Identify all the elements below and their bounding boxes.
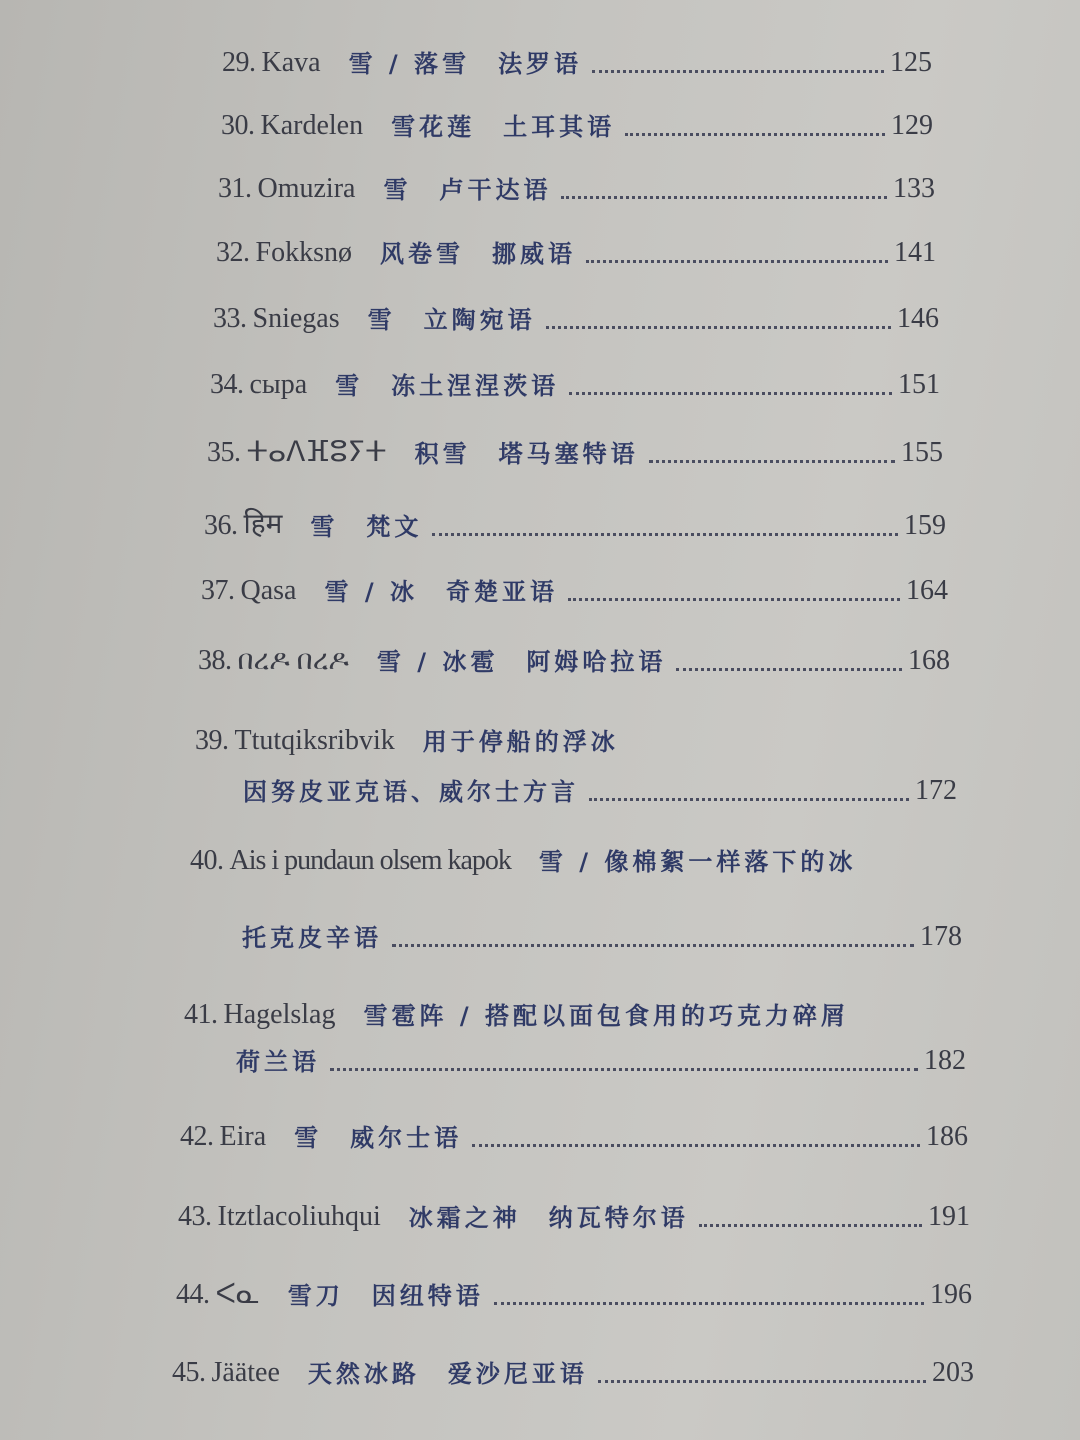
entry-meaning: 雪	[310, 513, 339, 541]
entry-page: 159	[904, 510, 946, 541]
leader-dots	[432, 533, 898, 536]
entry-language: 土耳其语	[503, 113, 616, 141]
entry-term: ⵜⴰⴷⴼⵓⵢⵜ	[246, 437, 387, 468]
entry-term: Sniegas	[252, 303, 340, 334]
leader-dots	[589, 798, 909, 801]
entry-language: 威尔士语	[350, 1124, 463, 1152]
entry-number: 34.	[210, 369, 244, 400]
toc-entry-head	[190, 842, 960, 877]
entry-number: 42.	[180, 1121, 214, 1152]
leader-dots	[586, 260, 888, 263]
leader-dots	[546, 326, 891, 329]
entry-language: 因努皮亚克语、威尔士方言	[243, 778, 579, 806]
entry-number: 29.	[222, 47, 256, 78]
entry-language: 卢干达语	[439, 176, 552, 204]
toc-entry	[213, 300, 939, 335]
entry-page: 178	[920, 921, 962, 952]
entry-term: сыра	[249, 369, 308, 400]
entry-meaning: 雪	[383, 176, 412, 204]
entry-number: 40.	[190, 845, 224, 876]
toc-entry	[207, 434, 943, 469]
toc-entry-head	[184, 996, 964, 1031]
toc-entry	[204, 504, 946, 542]
leader-dots	[392, 944, 914, 947]
toc-entry	[178, 1198, 970, 1233]
entry-meaning: 雪 / 像棉絮一样落下的冰	[538, 848, 857, 876]
toc-entry	[210, 366, 940, 401]
toc-entry	[218, 170, 935, 205]
entry-number: 45.	[172, 1357, 206, 1388]
entry-number: 35.	[207, 437, 241, 468]
entry-term: Ttutqiksribvik	[234, 725, 395, 756]
entry-meaning: 冰霜之神	[408, 1204, 521, 1232]
entry-meaning: 天然冰路	[307, 1360, 420, 1388]
entry-number: 33.	[213, 303, 247, 334]
entry-number: 41.	[184, 999, 218, 1030]
entry-page: 182	[924, 1045, 966, 1076]
toc-entry	[180, 1118, 968, 1153]
toc-entry	[222, 44, 932, 79]
entry-meaning: 用于停船的浮冰	[422, 728, 619, 756]
leader-dots	[625, 133, 885, 136]
entry-meaning: 雪雹阵 / 搭配以面包食用的巧克力碎屑	[363, 1002, 849, 1030]
entry-term: Itztlacoliuhqui	[217, 1201, 381, 1232]
leader-dots	[649, 460, 895, 463]
leader-dots	[699, 1224, 922, 1227]
toc-entry	[201, 572, 948, 607]
entry-language: 法罗语	[498, 50, 583, 78]
toc-entry	[172, 1354, 974, 1389]
entry-term: ᐸᓇ	[215, 1279, 260, 1310]
entry-term: በረዶ በረዶ	[237, 645, 349, 676]
entry-page: 133	[893, 173, 935, 204]
entry-language: 冻土涅涅茨语	[391, 372, 560, 400]
entry-language: 爱沙尼亚语	[447, 1360, 588, 1388]
entry-term: Fokksnø	[255, 237, 352, 268]
entry-term: Hagelslag	[223, 999, 336, 1030]
leader-dots	[569, 392, 892, 395]
entry-language: 托克皮辛语	[242, 924, 382, 952]
entry-page: 168	[908, 645, 950, 676]
leader-dots	[472, 1144, 920, 1147]
entry-number: 38.	[198, 645, 232, 676]
entry-number: 39.	[195, 725, 229, 756]
entry-number: 36.	[204, 510, 238, 541]
entry-number: 32.	[216, 237, 250, 268]
entry-page: 164	[906, 575, 948, 606]
toc-entry-tail	[243, 772, 957, 807]
entry-page: 191	[928, 1201, 970, 1232]
entry-language: 纳瓦特尔语	[548, 1204, 689, 1232]
leader-dots	[598, 1380, 926, 1383]
entry-language: 阿姆哈拉语	[526, 648, 667, 676]
entry-term: Kardelen	[260, 110, 364, 141]
entry-meaning: 雪	[335, 372, 364, 400]
entry-page: 141	[894, 237, 936, 268]
entry-term: Qasa	[240, 575, 297, 606]
entry-meaning: 雪 / 冰雹	[376, 648, 499, 676]
entry-term: Omuzira	[257, 173, 356, 204]
entry-number: 30.	[221, 110, 255, 141]
entry-meaning: 风卷雪	[379, 240, 464, 268]
entry-language: 梵文	[366, 513, 423, 541]
toc-entry	[221, 107, 933, 142]
entry-meaning: 雪刀	[287, 1282, 344, 1310]
leader-dots	[592, 70, 884, 73]
entry-meaning: 雪花莲	[391, 113, 476, 141]
entry-number: 44.	[176, 1279, 210, 1310]
entry-language: 因纽特语	[371, 1282, 484, 1310]
leader-dots	[676, 668, 902, 671]
entry-term: Kava	[261, 47, 321, 78]
entry-meaning: 雪	[367, 306, 396, 334]
entry-term: Ais i pundaun olsem kapok	[229, 845, 511, 876]
entry-page: 151	[898, 369, 940, 400]
toc-entry	[216, 234, 936, 269]
entry-page: 203	[932, 1357, 974, 1388]
entry-page: 146	[897, 303, 939, 334]
entry-term: Jäätee	[211, 1357, 280, 1388]
entry-language: 挪威语	[491, 240, 576, 268]
toc-entry-head	[195, 722, 955, 757]
leader-dots	[561, 196, 887, 199]
entry-meaning: 积雪	[414, 440, 471, 468]
entry-term: Eira	[219, 1121, 267, 1152]
toc-entry	[176, 1276, 972, 1311]
entry-number: 43.	[178, 1201, 212, 1232]
entry-term: हिम	[243, 509, 283, 540]
leader-dots	[330, 1068, 918, 1071]
entry-page: 129	[891, 110, 933, 141]
entry-language: 奇楚亚语	[445, 578, 558, 606]
toc-entry	[198, 642, 950, 677]
toc-entry-tail	[242, 918, 962, 953]
entry-page: 155	[901, 437, 943, 468]
entry-page: 172	[915, 775, 957, 806]
leader-dots	[494, 1302, 924, 1305]
entry-number: 31.	[218, 173, 252, 204]
entry-meaning: 雪	[294, 1124, 323, 1152]
toc-entry-tail	[236, 1042, 966, 1077]
entry-language: 荷兰语	[236, 1048, 320, 1076]
entry-language: 塔马塞特语	[498, 440, 639, 468]
entry-meaning: 雪 / 落雪	[348, 50, 471, 78]
leader-dots	[568, 598, 900, 601]
entry-language: 立陶宛语	[423, 306, 536, 334]
entry-page: 186	[926, 1121, 968, 1152]
entry-page: 125	[890, 47, 932, 78]
entry-page: 196	[930, 1279, 972, 1310]
entry-meaning: 雪 / 冰	[324, 578, 418, 606]
entry-number: 37.	[201, 575, 235, 606]
